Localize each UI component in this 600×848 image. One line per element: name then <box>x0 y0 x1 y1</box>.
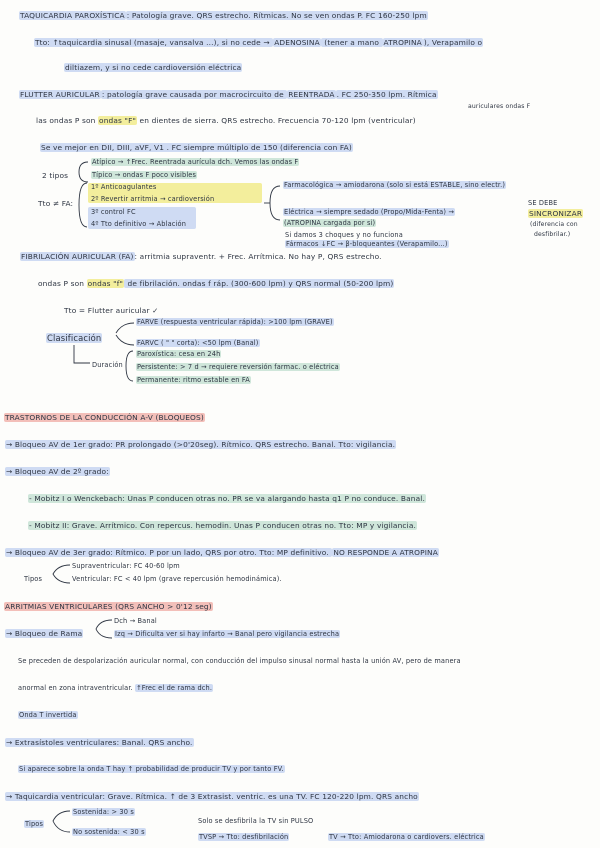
mobitz-2: - Mobitz II: Grave. Arrítmico. Con repercus. hemodin. Unas P conducen otras no. Tto: MP y vigilancia. <box>29 521 417 530</box>
paroxistica-tto-a: Tto: ↑taquicardia sinusal (masaje, vansalva ...), si no cede → <box>35 38 273 47</box>
tv-sostenida: Sostenida: > 30 s <box>73 808 134 816</box>
ondas-f-flutter-highlight: ondas "F" <box>99 116 137 125</box>
fa-duracion-label: Duración <box>92 361 123 369</box>
ondas-f-fa-highlight: ondas "f" <box>87 279 124 288</box>
flutter-auric-note: auriculares ondas F <box>468 103 531 110</box>
bloqueo-3-supra: Supraventricular: FC 40-60 lpm <box>72 562 180 570</box>
tv-tipos-brace <box>50 808 72 836</box>
flutter-tto-item-4: 4º Tto definitivo → Ablación <box>91 220 187 228</box>
atropina-highlight: ATROPINA <box>383 38 422 47</box>
fa-heading-line <box>20 253 382 260</box>
farve-line: FARVE (respuesta ventricular rápida): >100 lpm (GRAVE) <box>137 318 333 326</box>
extrasistoles: → Extrasístoles ventriculares: Banal. QRS ancho. <box>6 738 193 747</box>
flutter-tto-label: Tto ≠ FA: <box>38 199 74 208</box>
bloqueo-3-brace <box>50 562 72 586</box>
ventric-p2: anormal en zona intraventricular. ↑Frec el de rama dch. <box>18 684 213 692</box>
bloqueo-rama-label: → Bloqueo de Rama <box>6 629 83 638</box>
diferencia-1: (diferencia con <box>530 221 578 228</box>
paroxistica-tto-b: (tener a mano <box>321 38 382 47</box>
fa-tto: Tto = Flutter auricular ✓ <box>64 306 159 315</box>
rama-izq: Izq → Dificulta ver si hay infarto → Banal pero vigilancia estrecha <box>115 630 340 638</box>
cardioversion-brace <box>264 183 282 223</box>
tvsp-tto: TVSP → Tto: desfibrilación <box>199 833 289 841</box>
flutter-desc-a: : patología grave causada por macrocircuito de <box>101 90 287 99</box>
bloqueo-3-ventric: Ventricular: FC < 40 lpm (grave repercusión hemodinámica). <box>72 575 282 583</box>
duracion-persistente: Persistente: > 7 d → requiere reversión farmac. o eléctrica <box>137 363 339 371</box>
flutter-line2: las ondas P son ondas "F" en dientes de sierra. QRS estrecho. Frecuencia 70-120 lpm (ventricular) <box>36 116 416 125</box>
flutter-tipo-tipico: Típico → ondas F poco visibles <box>92 171 197 179</box>
flutter-tipos-label: 2 tipos <box>42 171 69 180</box>
farvc-line: FARVC ( " " corta): <50 lpm (Banal) <box>137 339 259 347</box>
bloqueo-3-grado: → Bloqueo AV de 3er grado: Rítmico. P por un lado, QRS por otro. Tto: MP definitivo. NO RESPONDE A ATROPINA <box>6 548 438 557</box>
ventriculares-title: ARRITMIAS VENTRICULARES (QRS ANCHO > 0'12 seg) <box>5 602 212 611</box>
fa-title: FIBRILACIÓN AURICULAR (FA) <box>21 252 134 261</box>
paroxistica-title: TAQUICARDIA PAROXÍSTICA <box>20 11 125 20</box>
choques-line-2: Fármacos ↓FC → β-bloqueantes (Verapamilo...) <box>286 240 448 248</box>
choques-line-1: Si damos 3 choques y no funciona <box>285 231 403 239</box>
paroxistica-heading-line <box>19 12 428 19</box>
rama-dch: Dch → Banal <box>114 617 157 625</box>
paroxistica-tto-line <box>34 39 483 46</box>
tv-tipos-label: Tipos <box>25 820 44 828</box>
fa-clasif-brace <box>112 320 136 348</box>
electrica-atropina: (ATROPINA cargada por si) <box>284 219 376 227</box>
reentrada-highlight: REENTRADA <box>288 90 335 99</box>
tv-tto: TV → Tto: Amiodarona o cardiovers. eléctrica <box>329 833 484 841</box>
flutter-tto-item-1: 1º Anticoagulantes <box>91 183 157 191</box>
no-responde-atropina: NO RESPONDE A ATROPINA <box>333 548 438 557</box>
bloqueo-3-tipos-label: Tipos <box>24 575 43 583</box>
farmacologica-line: Farmacológica → amiodarona (solo si está ESTABLE, sino electr.) <box>284 181 506 189</box>
flutter-heading-line <box>19 91 438 98</box>
paroxistica-desc: : Patología grave. QRS estrecho. Rítmicas. No se ven ondas P. FC 160-250 lpm <box>126 11 427 20</box>
flutter-title: FLUTTER AURICULAR <box>20 90 100 99</box>
flutter-tto-item-2: 2º Revertir arritmia → cardioversión <box>91 195 215 203</box>
fa-desc: : arritmia supraventr. + Frec. Arrítmica. No hay P, QRS estrecho. <box>134 252 382 261</box>
tv-no-sostenida: No sostenida: < 30 s <box>73 828 145 836</box>
sincronizar-2: SINCRONIZAR <box>529 209 583 218</box>
diferencia-2: desfibrilar.) <box>534 231 571 238</box>
bloqueo-1-grado: → Bloqueo AV de 1er grado: PR prolongado (>0'20seg). Rítmico. QRS estrecho. Banal. Tto: vigilancia. <box>6 440 396 449</box>
paroxistica-tto-c: ), Verapamilo o <box>423 38 483 47</box>
fa-clasificacion-label: Clasificación <box>47 333 102 343</box>
ventric-p1: Se preceden de despolarización auricular normal, con conducción del impulso sinusal normal hasta la unión AV, pero de manera <box>18 657 461 665</box>
flutter-desc-b: . FC 250-350 lpm. Rítmica <box>336 90 437 99</box>
adenosina-highlight: ADENOSINA <box>274 38 320 47</box>
fa-duracion-brace <box>123 349 135 383</box>
mobitz-1: - Mobitz I o Wenckebach: Unas P conducen otras no. PR se va alargando hasta q1 P no conduce. Banal. <box>29 494 425 503</box>
flutter-tto-item-3: 3º control FC <box>91 208 136 216</box>
electrica-line: Eléctrica → siempre sedado (Propo/Mida-Fenta) → <box>284 208 455 216</box>
ventric-p3: Onda T invertida <box>19 711 77 719</box>
fa-duracion-hook <box>72 345 94 367</box>
flutter-tipo-atipico: Atípico → ↑Frec. Reentrada aurícula dch. Vemos las ondas F <box>92 158 299 166</box>
duracion-paroxistica: Paroxística: cesa en 24h <box>137 350 221 358</box>
trastornos-title: TRASTORNOS DE LA CONDUCCIÓN A-V (BLOQUEOS) <box>5 413 204 422</box>
flutter-line3: Se ve mejor en DII, DIII, aVF, V1 . FC siempre múltiplo de 150 (diferencia con FA) <box>41 143 352 152</box>
duracion-permanente: Permanente: ritmo estable en FA <box>137 376 250 384</box>
bloqueo-rama-brace <box>94 617 114 641</box>
taq-ventricular: → Taquicardia ventricular: Grave. Rítmica. ↑ de 3 Extrasist. ventric. es una TV. FC 120-220 lpm. QRS ancho <box>6 792 418 801</box>
sincronizar-1: SE DEBE <box>528 199 558 207</box>
bloqueo-2-grado: → Bloqueo AV de 2º grado: <box>6 467 109 476</box>
fa-line2: ondas P son ondas "f" de fibrilación. ondas f ráp. (300-600 lpm) y QRS normal (50-200 lpm) <box>38 279 394 288</box>
tv-desfibrila: Solo se desfibrila la TV sin PULSO <box>198 817 314 825</box>
paroxistica-tto-line2: diltiazem, y si no cede cardioversión eléctrica <box>65 63 242 72</box>
r-sobre-t: Si aparece sobre la onda T hay ↑ probabilidad de producir TV y por tanto FV. <box>19 765 284 773</box>
